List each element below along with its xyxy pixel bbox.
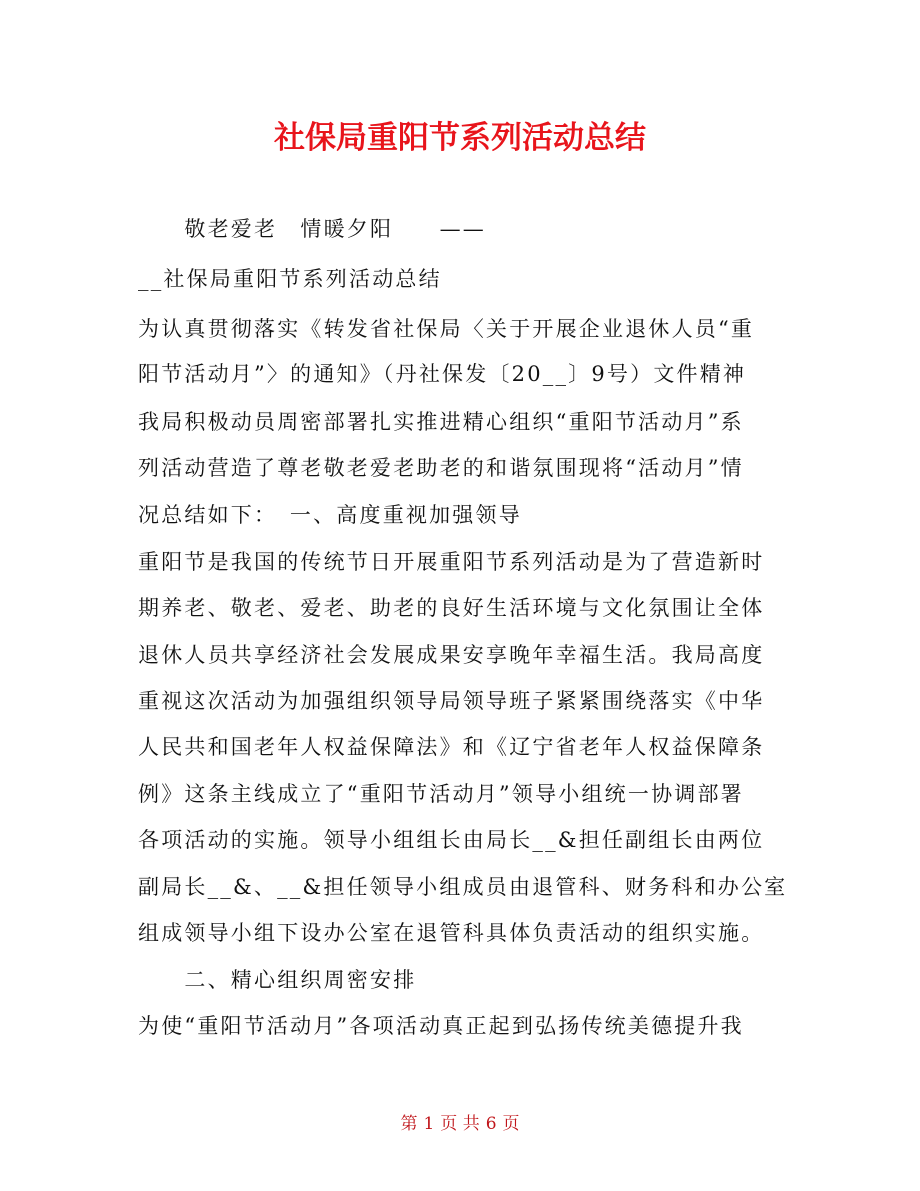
subtitle-line: 敬老爱老 情暖夕阳 —— [138,217,486,241]
paragraph-line: 为认真贯彻落实《转发省社保局〈关于开展企业退休人员“重 [138,317,755,341]
paragraph-line: 例》这条主线成立了“重阳节活动月”领导小组统一协调部署 [138,782,744,806]
footer-total-pages: 6 [485,1114,497,1134]
paragraph-line: 为使“重阳节活动月”各项活动真正起到弘扬传统美德提升我 [138,1014,744,1038]
section-heading-line: 二、精心组织周密安排 [138,968,417,992]
paragraph-line: 人民共和国老年人权益保障法》和《辽宁省老年人权益保障条 [138,735,765,759]
page-footer [0,1112,920,1136]
paragraph-line: 组成领导小组下设办公室在退管科具体负责活动的组织实施。 [138,921,765,945]
paragraph-line: 各项活动的实施。领导小组组长由局长__&担任副组长由两位 [138,828,765,852]
paragraph-line: 我局积极动员周密部署扎实推进精心组织“重阳节活动月”系 [138,410,744,434]
paragraph-line: 副局长__&、__&担任领导小组成员由退管科、财务科和办公室 [138,875,788,899]
paragraph-line: 重阳节是我国的传统节日开展重阳节系列活动是为了营造新时 [138,550,765,574]
section-heading-line: 况总结如下： 一、高度重视加强领导 [138,503,522,527]
paragraph-line: 退休人员共享经济社会发展成果安享晚年幸福生活。我局高度 [138,643,765,667]
paragraph-line: 期养老、敬老、爱老、助老的良好生活环境与文化氛围让全体 [138,596,765,620]
footer-middle: 页 共 [440,1114,480,1134]
footer-suffix: 页 [502,1114,520,1134]
subtitle-line-2: __社保局重阳节系列活动总结 [138,267,442,291]
document-title: 社保局重阳节系列活动总结 [274,120,646,156]
footer-prefix: 第 [400,1114,418,1134]
paragraph-line: 阳节活动月”〉的通知》（丹社保发〔20__〕9号）文件精神 [138,362,747,386]
paragraph-line: 列活动营造了尊老敬老爱老助老的和谐氛围现将“活动月”情 [138,456,744,480]
paragraph-line: 重视这次活动为加强组织领导局领导班子紧紧围绕落实《中华 [138,689,765,713]
footer-current-page: 1 [423,1114,435,1134]
